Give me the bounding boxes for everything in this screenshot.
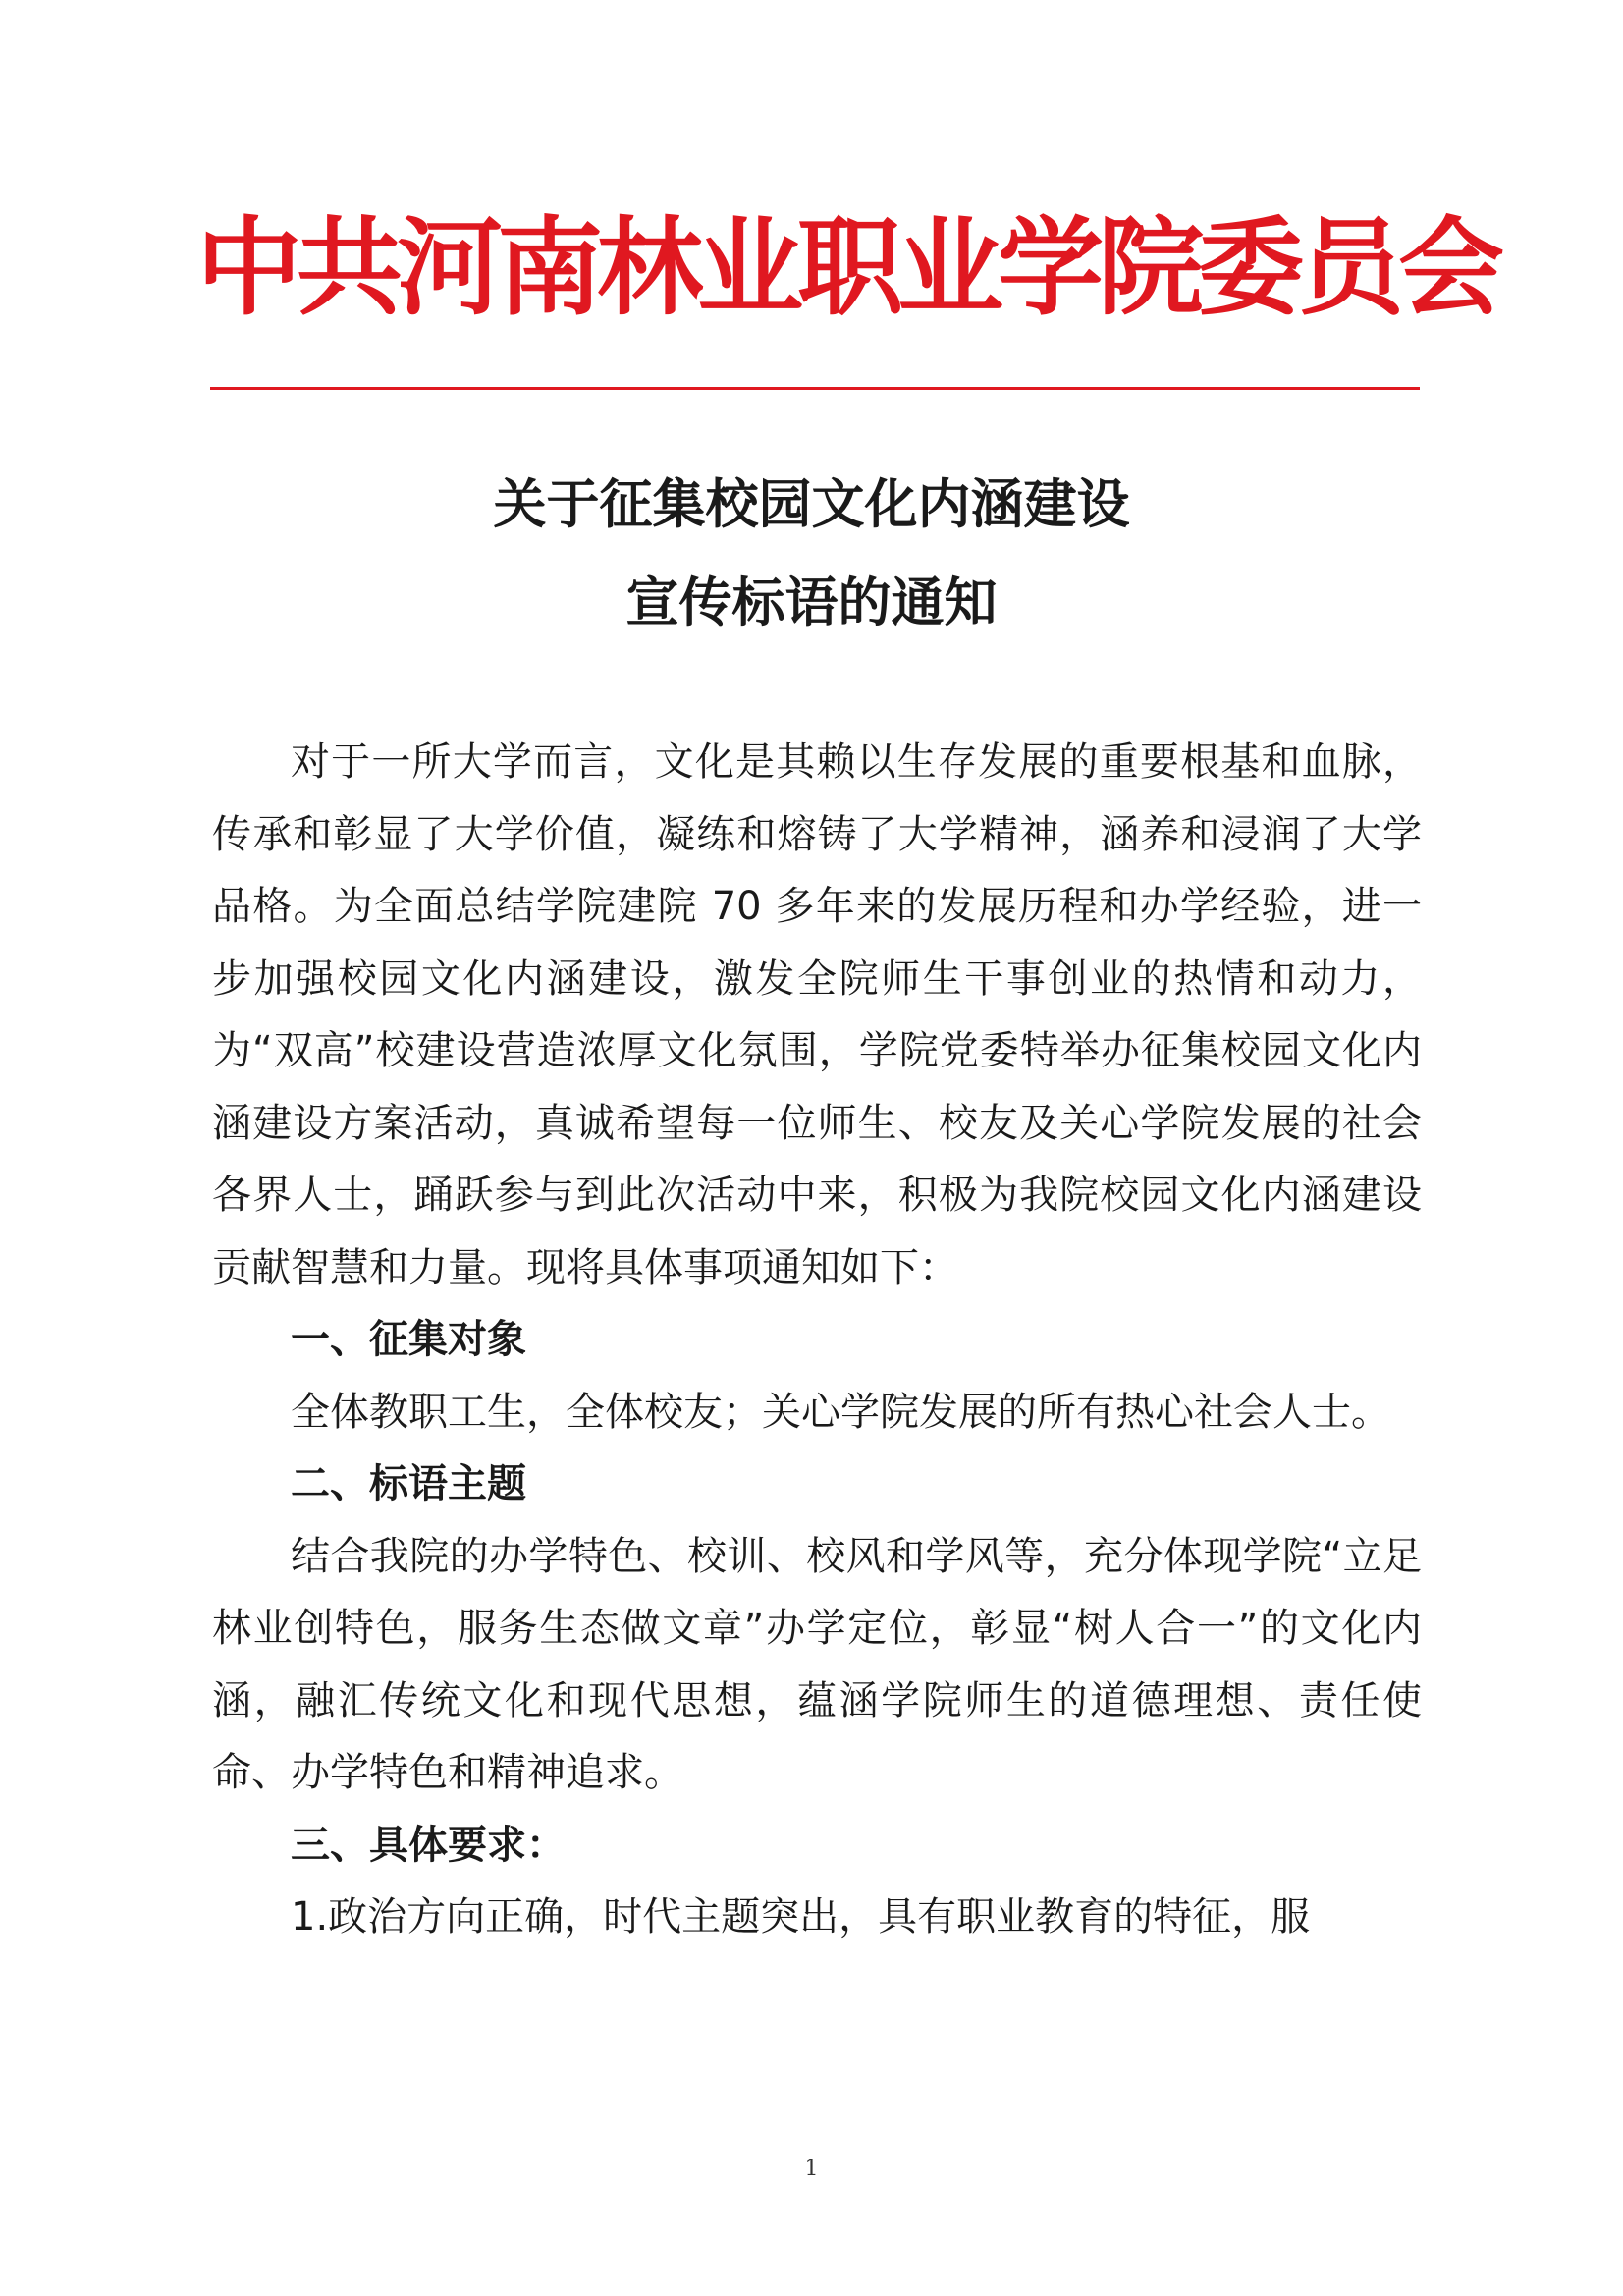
requirement-item-1: 1.政治方向正确，时代主题突出，具有职业教育的特征，服 — [291, 1894, 1311, 1940]
document-body — [212, 727, 1422, 1954]
section-text-theme: 结合我院的办学特色、校训、校风和学风等，充分体现学院“立足林业创特色，服务生态做文章”办学定位，彰显“树人合一”的文化内涵，融汇传统文化和现代思想，蕴涵学院师生的道德理想、责任使命、办学特色和精神追求。 — [212, 1533, 1422, 1795]
header-divider — [210, 387, 1420, 390]
page-number: 1 — [804, 2157, 819, 2181]
section-heading-theme: 二、标语主题 — [291, 1461, 526, 1506]
section-heading-requirements: 三、具体要求： — [291, 1822, 566, 1868]
document-title-line-2: 宣传标语的通知 — [625, 571, 998, 633]
document-title-line-1: 关于征集校园文化内涵建设 — [493, 472, 1130, 535]
section-text-recipients: 全体教职工生，全体校友；关心学院发展的所有热心社会人士。 — [291, 1389, 1390, 1435]
organization-header: 中共河南林业职业学院委员会 — [196, 206, 1499, 330]
section-heading-recipients: 一、征集对象 — [291, 1317, 526, 1362]
intro-paragraph: 对于一所大学而言，文化是其赖以生存发展的重要根基和血脉，传承和彰显了大学价值，凝练和熔铸了大学精神，涵养和浸润了大学品格。为全面总结学院建院 70 多年来的发展历程和办学经验，进一步加强校园文化内涵建设，激发全院师生干事创业的热情和动力，为“双高”校建设营造浓厚文化氛围，学院党委特举办征集校园文化内涵建设方案活动，真诚希望每一位师生、校友及关心学院发展的社会各界人士，踊跃参与到此次活动中来，积极为我院校园文化内涵建设贡献智慧和力量。现将具体事项通知如下： — [212, 739, 1422, 1290]
